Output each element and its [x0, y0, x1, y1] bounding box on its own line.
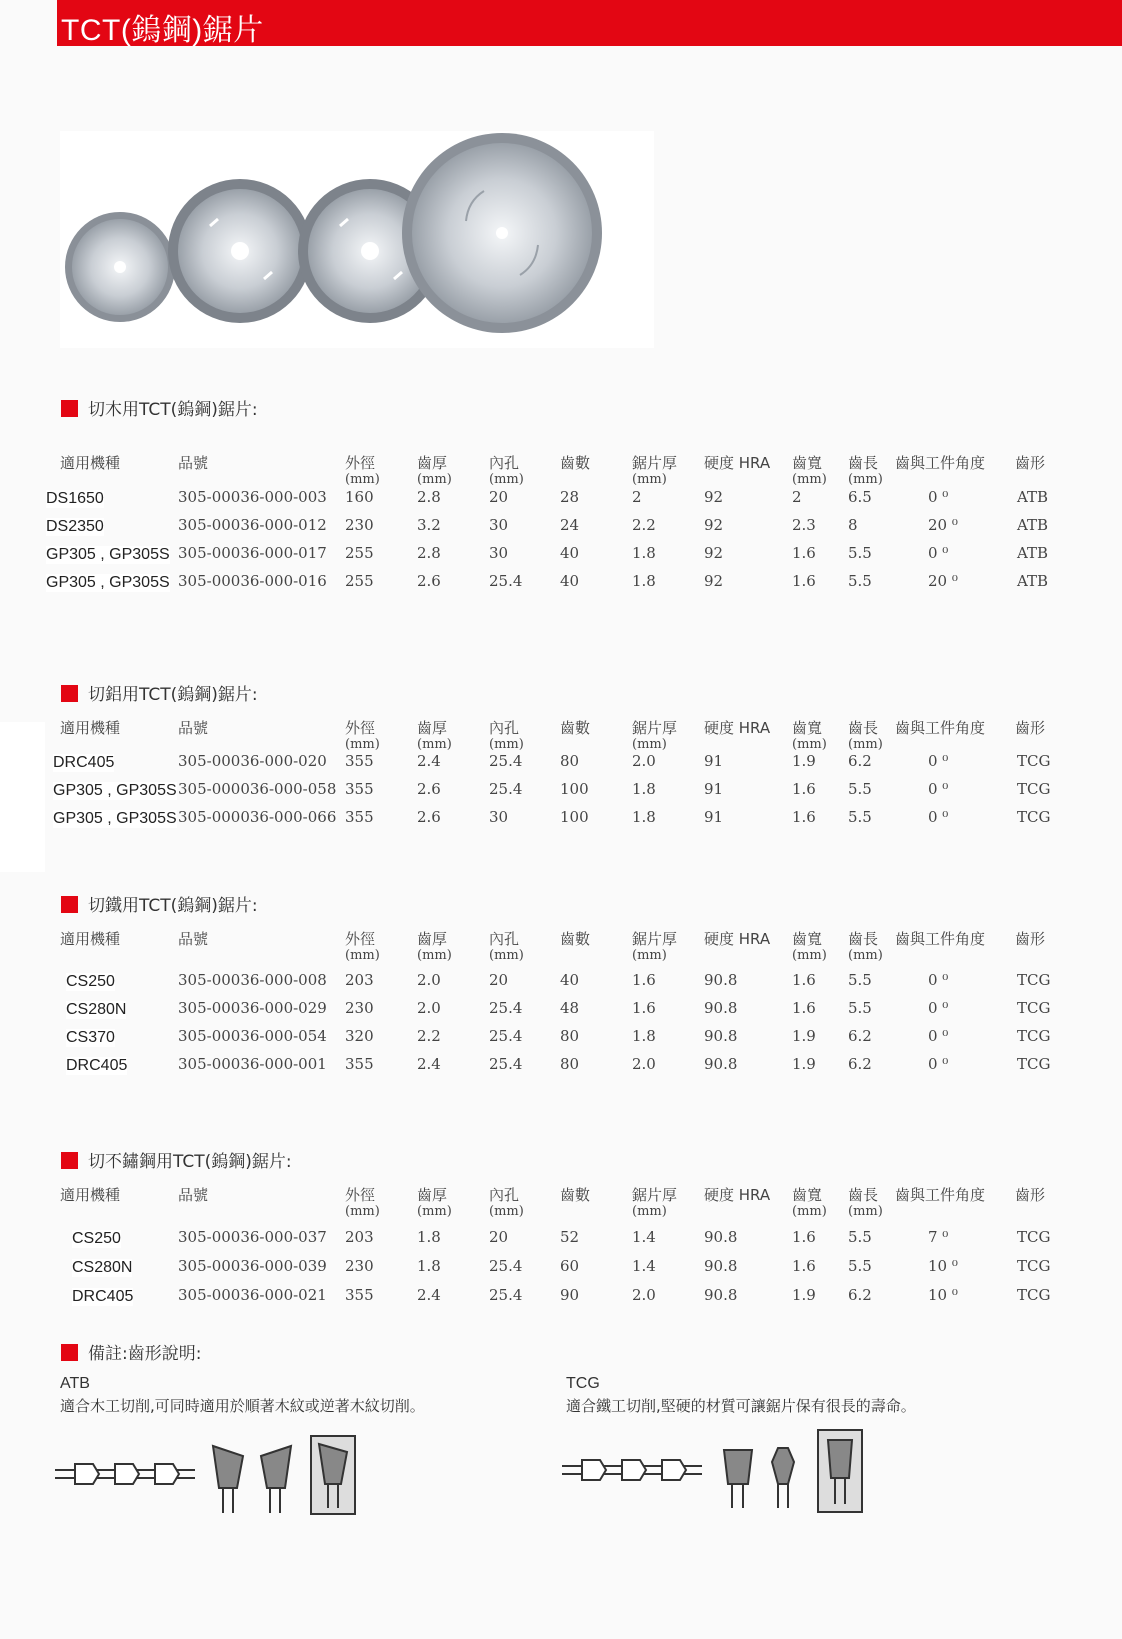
- table-cell: 2.6: [417, 808, 441, 826]
- table-cell: 0 ⁰: [928, 999, 949, 1017]
- table-cell: 2.0: [632, 1286, 656, 1304]
- table-cell: 355: [345, 780, 374, 798]
- table-cell: 25.4: [489, 1257, 523, 1275]
- table-cell: 2.4: [417, 1286, 441, 1304]
- column-header: 品號: [178, 1186, 209, 1204]
- table-cell: ATB: [1017, 488, 1049, 506]
- unit-label: (mm): [632, 948, 667, 963]
- table-cell: 2.4: [417, 1055, 441, 1073]
- unit-label: (mm): [792, 1204, 827, 1219]
- table-cell: 230: [345, 1257, 374, 1275]
- table-cell: 0 ⁰: [928, 780, 949, 798]
- table-cell: 92: [704, 488, 724, 506]
- table-cell: TCG: [1017, 752, 1051, 770]
- column-header: 齒長: [848, 454, 879, 472]
- table-cell: 1.8: [417, 1228, 441, 1246]
- table-cell: 10 ⁰: [928, 1286, 958, 1304]
- table-cell: 10 ⁰: [928, 1257, 958, 1275]
- column-header: 齒數: [560, 454, 591, 472]
- table-cell: 0 ⁰: [928, 1055, 949, 1073]
- table-cell: 1.8: [632, 780, 656, 798]
- column-header: 齒形: [1015, 454, 1046, 472]
- machine-model: CS250: [72, 1230, 121, 1247]
- column-header: 鋸片厚: [632, 1186, 678, 1204]
- table-cell: 5.5: [848, 971, 872, 989]
- table-cell: 1.9: [792, 1286, 816, 1304]
- table-cell: 40: [560, 544, 580, 562]
- table-cell: 25.4: [489, 999, 523, 1017]
- table-cell: 305-00036-000-039: [178, 1257, 327, 1275]
- column-header: 適用機種: [60, 719, 121, 737]
- column-header: 外徑: [345, 454, 376, 472]
- table-cell: 90.8: [704, 999, 738, 1017]
- table-cell: 80: [560, 1027, 580, 1045]
- column-header: 內孔: [489, 454, 520, 472]
- column-header: 外徑: [345, 930, 376, 948]
- column-header: 齒寬: [792, 1186, 823, 1204]
- table-cell: 230: [345, 516, 374, 534]
- column-header: 硬度 HRA: [704, 930, 771, 948]
- table-cell: 0 ⁰: [928, 971, 949, 989]
- table-cell: 24: [560, 516, 580, 534]
- unit-label: (mm): [792, 737, 827, 752]
- table-cell: 90.8: [704, 1027, 738, 1045]
- table-cell: 305-00036-000-020: [178, 752, 327, 770]
- table-cell: 305-00036-000-021: [178, 1286, 327, 1304]
- table-cell: 52: [560, 1228, 580, 1246]
- table-cell: 1.4: [632, 1257, 656, 1275]
- table-cell: 20: [489, 1228, 509, 1246]
- table-cell: 90.8: [704, 1257, 738, 1275]
- table-cell: 355: [345, 1055, 374, 1073]
- table-cell: 1.6: [632, 971, 656, 989]
- table-cell: 90.8: [704, 1286, 738, 1304]
- table-cell: TCG: [1017, 971, 1051, 989]
- table-cell: 2.8: [417, 488, 441, 506]
- column-header: 齒數: [560, 1186, 591, 1204]
- section-title: 切鋁用TCT(鎢鋼)鋸片:: [61, 680, 258, 705]
- machine-model: CS280N: [72, 1259, 133, 1276]
- unit-label: (mm): [417, 1204, 452, 1219]
- unit-label: (mm): [848, 472, 883, 487]
- table-cell: 91: [704, 752, 724, 770]
- table-cell: 1.9: [792, 1055, 816, 1073]
- table-cell: 2.0: [632, 1055, 656, 1073]
- table-cell: 6.2: [848, 1286, 872, 1304]
- table-cell: 305-00036-000-017: [178, 544, 327, 562]
- side-strip: [0, 722, 45, 872]
- table-cell: 0 ⁰: [928, 1027, 949, 1045]
- section-title: 切木用TCT(鎢鋼)鋸片:: [61, 395, 258, 420]
- table-cell: 30: [489, 516, 509, 534]
- unit-label: (mm): [489, 948, 524, 963]
- table-cell: 1.8: [417, 1257, 441, 1275]
- table-cell: 1.9: [792, 1027, 816, 1045]
- column-header: 齒與工件角度: [895, 719, 986, 737]
- table-cell: 1.6: [792, 544, 816, 562]
- table-cell: 1.4: [632, 1228, 656, 1246]
- table-cell: 0 ⁰: [928, 808, 949, 826]
- unit-label: (mm): [848, 948, 883, 963]
- table-cell: 1.8: [632, 572, 656, 590]
- unit-label: (mm): [417, 737, 452, 752]
- column-header: 品號: [178, 719, 209, 737]
- table-cell: 203: [345, 971, 374, 989]
- column-header: 齒與工件角度: [895, 930, 986, 948]
- table-cell: 80: [560, 752, 580, 770]
- table-cell: 305-00036-000-037: [178, 1228, 327, 1246]
- column-header: 齒長: [848, 930, 879, 948]
- unit-label: (mm): [417, 948, 452, 963]
- bullet-square-icon: [61, 1344, 78, 1361]
- table-cell: 25.4: [489, 780, 523, 798]
- table-cell: 2.4: [417, 752, 441, 770]
- column-header: 齒寬: [792, 719, 823, 737]
- table-cell: 305-000036-000-066: [178, 808, 337, 826]
- atb-desc: 適合木工切削,可同時適用於順著木紋或逆著木紋切削。: [60, 1397, 425, 1415]
- table-cell: 25.4: [489, 572, 523, 590]
- table-cell: 8: [848, 516, 858, 534]
- table-cell: 2.2: [417, 1027, 441, 1045]
- table-cell: 5.5: [848, 544, 872, 562]
- saw-blades-image: [60, 131, 654, 348]
- table-cell: 20: [489, 488, 509, 506]
- atb-tooth-diagram: [55, 1428, 360, 1518]
- table-cell: 355: [345, 752, 374, 770]
- unit-label: (mm): [792, 472, 827, 487]
- bullet-square-icon: [61, 896, 78, 913]
- notes-title: 備註:齒形說明:: [61, 1339, 201, 1364]
- unit-label: (mm): [848, 1204, 883, 1219]
- table-cell: 2.0: [417, 971, 441, 989]
- table-cell: 2.6: [417, 780, 441, 798]
- column-header: 齒與工件角度: [895, 1186, 986, 1204]
- bullet-square-icon: [61, 400, 78, 417]
- table-cell: 25.4: [489, 1027, 523, 1045]
- column-header: 齒與工件角度: [895, 454, 986, 472]
- table-cell: ATB: [1017, 572, 1049, 590]
- table-cell: 6.2: [848, 1027, 872, 1045]
- table-cell: TCG: [1017, 808, 1051, 826]
- table-cell: 40: [560, 971, 580, 989]
- table-cell: 6.2: [848, 752, 872, 770]
- table-cell: 30: [489, 808, 509, 826]
- page-title: TCT(鎢鋼)鋸片: [61, 14, 264, 47]
- column-header: 鋸片厚: [632, 930, 678, 948]
- column-header: 適用機種: [60, 1186, 121, 1204]
- atb-name: ATB: [60, 1375, 90, 1392]
- table-cell: 25.4: [489, 752, 523, 770]
- column-header: 齒厚: [417, 1186, 448, 1204]
- table-cell: 2.2: [632, 516, 656, 534]
- tcg-tooth-diagram: [562, 1428, 867, 1518]
- unit-label: (mm): [792, 948, 827, 963]
- machine-model: DRC405: [66, 1057, 128, 1074]
- table-cell: 100: [560, 780, 589, 798]
- column-header: 適用機種: [60, 454, 121, 472]
- table-cell: 60: [560, 1257, 580, 1275]
- table-cell: 305-00036-000-016: [178, 572, 327, 590]
- table-cell: 305-00036-000-008: [178, 971, 327, 989]
- column-header: 品號: [178, 454, 209, 472]
- table-cell: 1.8: [632, 544, 656, 562]
- table-cell: 5.5: [848, 780, 872, 798]
- table-cell: TCG: [1017, 1228, 1051, 1246]
- table-cell: 90: [560, 1286, 580, 1304]
- table-cell: 2.0: [632, 752, 656, 770]
- table-cell: 90.8: [704, 971, 738, 989]
- column-header: 齒長: [848, 719, 879, 737]
- table-cell: 1.8: [632, 1027, 656, 1045]
- table-cell: 25.4: [489, 1286, 523, 1304]
- table-cell: 7 ⁰: [928, 1228, 949, 1246]
- column-header: 齒厚: [417, 454, 448, 472]
- table-cell: 1.8: [632, 808, 656, 826]
- table-cell: 40: [560, 572, 580, 590]
- table-cell: 20 ⁰: [928, 572, 958, 590]
- table-cell: 355: [345, 1286, 374, 1304]
- table-cell: 90.8: [704, 1228, 738, 1246]
- table-cell: 20: [489, 971, 509, 989]
- table-cell: 1.6: [792, 971, 816, 989]
- tcg-desc: 適合鐵工切削,堅硬的材質可讓鋸片保有很長的壽命。: [566, 1397, 916, 1415]
- unit-label: (mm): [489, 472, 524, 487]
- column-header: 內孔: [489, 930, 520, 948]
- table-cell: TCG: [1017, 1027, 1051, 1045]
- section-title: 切鐵用TCT(鎢鋼)鋸片:: [61, 891, 258, 916]
- machine-model: DRC405: [53, 754, 115, 771]
- table-cell: 48: [560, 999, 580, 1017]
- column-header: 齒寬: [792, 930, 823, 948]
- column-header: 外徑: [345, 1186, 376, 1204]
- table-cell: 5.5: [848, 808, 872, 826]
- column-header: 內孔: [489, 1186, 520, 1204]
- machine-model: DS1650: [46, 490, 104, 507]
- table-cell: 30: [489, 544, 509, 562]
- table-cell: 1.6: [792, 572, 816, 590]
- table-cell: 20 ⁰: [928, 516, 958, 534]
- table-cell: TCG: [1017, 1055, 1051, 1073]
- unit-label: (mm): [632, 472, 667, 487]
- table-cell: 92: [704, 572, 724, 590]
- table-cell: 2.0: [417, 999, 441, 1017]
- column-header: 品號: [178, 930, 209, 948]
- table-cell: 255: [345, 544, 374, 562]
- table-cell: 0 ⁰: [928, 488, 949, 506]
- unit-label: (mm): [489, 737, 524, 752]
- table-cell: 100: [560, 808, 589, 826]
- table-cell: 305-00036-000-054: [178, 1027, 327, 1045]
- table-cell: 2: [792, 488, 802, 506]
- column-header: 內孔: [489, 719, 520, 737]
- table-cell: 2.3: [792, 516, 816, 534]
- machine-model: CS250: [66, 973, 115, 990]
- column-header: 外徑: [345, 719, 376, 737]
- column-header: 齒寬: [792, 454, 823, 472]
- table-cell: 230: [345, 999, 374, 1017]
- table-cell: 255: [345, 572, 374, 590]
- table-cell: 92: [704, 544, 724, 562]
- column-header: 齒數: [560, 719, 591, 737]
- bullet-square-icon: [61, 1152, 78, 1169]
- table-cell: 320: [345, 1027, 374, 1045]
- column-header: 硬度 HRA: [704, 1186, 771, 1204]
- column-header: 齒形: [1015, 1186, 1046, 1204]
- table-cell: 3.2: [417, 516, 441, 534]
- table-cell: 5.5: [848, 1257, 872, 1275]
- table-cell: 1.9: [792, 752, 816, 770]
- table-cell: 6.2: [848, 1055, 872, 1073]
- machine-model: DRC405: [72, 1288, 134, 1305]
- section-title: 切不鏽鋼用TCT(鎢鋼)鋸片:: [61, 1147, 292, 1172]
- table-cell: 5.5: [848, 999, 872, 1017]
- table-cell: 305-00036-000-003: [178, 488, 327, 506]
- table-cell: 305-00036-000-001: [178, 1055, 327, 1073]
- column-header: 硬度 HRA: [704, 454, 771, 472]
- table-cell: 1.6: [792, 1257, 816, 1275]
- column-header: 鋸片厚: [632, 454, 678, 472]
- table-cell: 90.8: [704, 1055, 738, 1073]
- table-cell: ATB: [1017, 544, 1049, 562]
- unit-label: (mm): [345, 472, 380, 487]
- table-cell: 5.5: [848, 572, 872, 590]
- table-cell: 0 ⁰: [928, 544, 949, 562]
- unit-label: (mm): [632, 1204, 667, 1219]
- column-header: 齒形: [1015, 930, 1046, 948]
- machine-model: DS2350: [46, 518, 104, 535]
- column-header: 齒形: [1015, 719, 1046, 737]
- machine-model: GP305 , GP305S: [46, 574, 170, 591]
- bullet-square-icon: [61, 685, 78, 702]
- machine-model: GP305 , GP305S: [53, 810, 177, 827]
- column-header: 齒數: [560, 930, 591, 948]
- machine-model: CS370: [66, 1029, 115, 1046]
- machine-model: GP305 , GP305S: [46, 546, 170, 563]
- table-cell: 92: [704, 516, 724, 534]
- unit-label: (mm): [417, 472, 452, 487]
- table-cell: 305-00036-000-029: [178, 999, 327, 1017]
- table-cell: 2: [632, 488, 642, 506]
- table-cell: 28: [560, 488, 580, 506]
- table-cell: 305-000036-000-058: [178, 780, 337, 798]
- table-cell: 0 ⁰: [928, 752, 949, 770]
- table-cell: TCG: [1017, 1257, 1051, 1275]
- column-header: 齒厚: [417, 930, 448, 948]
- table-cell: 203: [345, 1228, 374, 1246]
- table-cell: 2.8: [417, 544, 441, 562]
- column-header: 適用機種: [60, 930, 121, 948]
- machine-model: CS280N: [66, 1001, 127, 1018]
- table-cell: 355: [345, 808, 374, 826]
- table-cell: 91: [704, 780, 724, 798]
- table-cell: TCG: [1017, 1286, 1051, 1304]
- table-cell: TCG: [1017, 999, 1051, 1017]
- table-cell: 1.6: [792, 780, 816, 798]
- table-cell: 6.5: [848, 488, 872, 506]
- column-header: 齒長: [848, 1186, 879, 1204]
- table-cell: 2.6: [417, 572, 441, 590]
- table-cell: 91: [704, 808, 724, 826]
- table-cell: 160: [345, 488, 374, 506]
- table-cell: ATB: [1017, 516, 1049, 534]
- unit-label: (mm): [345, 948, 380, 963]
- table-cell: 305-00036-000-012: [178, 516, 327, 534]
- column-header: 鋸片厚: [632, 719, 678, 737]
- tcg-name: TCG: [566, 1375, 600, 1392]
- column-header: 硬度 HRA: [704, 719, 771, 737]
- table-cell: TCG: [1017, 780, 1051, 798]
- column-header: 齒厚: [417, 719, 448, 737]
- table-cell: 1.6: [792, 999, 816, 1017]
- table-cell: 80: [560, 1055, 580, 1073]
- table-cell: 1.6: [632, 999, 656, 1017]
- table-cell: 5.5: [848, 1228, 872, 1246]
- unit-label: (mm): [345, 737, 380, 752]
- table-cell: 1.6: [792, 1228, 816, 1246]
- unit-label: (mm): [345, 1204, 380, 1219]
- page-header: [57, 0, 1122, 46]
- unit-label: (mm): [848, 737, 883, 752]
- unit-label: (mm): [632, 737, 667, 752]
- table-cell: 25.4: [489, 1055, 523, 1073]
- machine-model: GP305 , GP305S: [53, 782, 177, 799]
- table-cell: 1.6: [792, 808, 816, 826]
- unit-label: (mm): [489, 1204, 524, 1219]
